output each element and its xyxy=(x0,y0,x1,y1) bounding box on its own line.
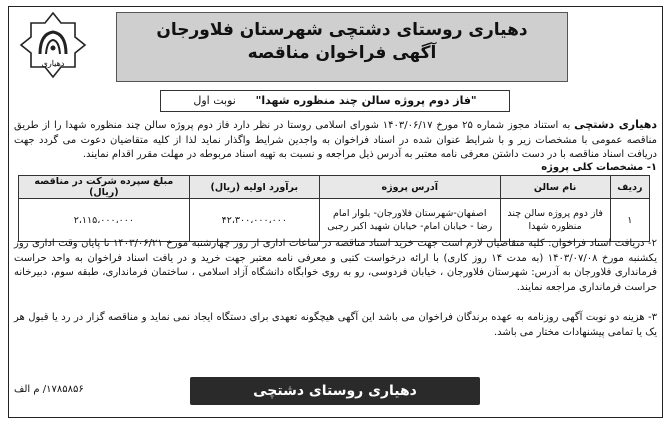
ad-type-title: آگهی فراخوان مناقصه xyxy=(247,43,437,63)
ad-header xyxy=(116,12,568,82)
deposit-amount: ۲،۱۱۵،۰۰۰،۰۰۰ xyxy=(19,199,190,242)
ad-code: ۱۷۸۵۸۵۶/ م الف xyxy=(14,384,84,395)
section-general-specs: ۱- مشخصات کلی پروژه xyxy=(541,162,657,173)
hall-name: فاز دوم پروژه سالن چند منظوره شهدا xyxy=(500,199,610,242)
village-council-logo xyxy=(18,10,88,80)
advertising-cost-paragraph: ۳- هزینه دو نوبت آگهی روزنامه به عهده برندگان فراخوان می باشد این آگهی هیچگونه تعهدی برای دستگاه ایجاد نمی نماید و مناقصه گزار در رد یا قبول هر یک یا تمامی پیشنهادات مختار می باشد. xyxy=(14,312,657,338)
row-number: ۱ xyxy=(610,199,649,242)
table-header-row xyxy=(19,176,650,199)
logo-emblem-icon xyxy=(18,10,88,80)
table-row xyxy=(19,199,650,242)
project-address: اصفهان-شهرستان فلاورجان- بلوار امام رضا - خیابان امام- خیابان شهید اکبر رجبی xyxy=(319,199,500,242)
col-address-header: آدرس پروژه xyxy=(319,176,500,199)
col-row-header: ردیف xyxy=(610,176,649,199)
footer-signature: دهیاری روستای دشتچی xyxy=(190,377,480,405)
intro-organization: دهیاری دشتچی xyxy=(574,118,658,131)
organization-title: دهیاری روستای دشتچی شهرستان فلاورجان xyxy=(156,20,528,40)
document-receipt-paragraph: ۲- دریافت اسناد فراخوان: کلیه متقاضیان لازم است جهت خرید اسناد مناقصه در ساعات اداری از روز چهارشنبه مورخ ۱۴۰۳/۰۶/۲۱ تا پایان وقت اداری روز یکشنبه مورخ ۱۴۰۳/۰۷/۰۸ (به مدت ۱۴ روز کاری) با ارائه درخواست کتبی و معرفی نامه معتبر جهت خرید و در یافت اسناد فراخوان به واحد حراست فرمانداری فلاورجان به آدرس: شهرستان فلاورجان ، خیابان فردوسی، رو به روی خوابگاه دانشگاه آزاد اسلامی ، ساختمان فرمانداری، طبقه سوم، دبیرخانه حراست فرمانداری مراجعه نمایند. xyxy=(14,238,658,293)
project-subject-box xyxy=(160,90,510,112)
logo-caption: دهیاری xyxy=(41,59,65,68)
initial-estimate: ۴۲،۳۰۰،۰۰۰،۰۰۰ xyxy=(189,199,319,242)
col-name-header: نام سالن xyxy=(500,176,610,199)
col-deposit-header: مبلغ سپرده شرکت در مناقصه (ریال) xyxy=(19,176,190,199)
col-estimate-header: برآورد اولیه (ریال) xyxy=(189,176,319,199)
intro-paragraph xyxy=(14,118,657,163)
project-title: "فاز دوم پروژه سالن چند منظوره شهدا" xyxy=(255,94,477,107)
publication-round: نوبت اول xyxy=(193,94,236,107)
project-specs-table xyxy=(18,175,650,242)
intro-text: به استناد مجوز شماره ۲۵ مورخ ۱۴۰۳/۰۶/۱۷ شورای اسلامی روستا در نظر دارد فاز دوم پروژه سالن چند منظوره شهدا را از طریق مناقصه عمومی با مشخصات زیر و با شرایط عنوان شده در اسناد فراخوان به واجدین شرایط واگذار نماید لذا از کلیه متقاضیان دعوت می گردد جهت دریافت اسناد مناقصه با در دست داشتن معرفی نامه معتبر به آدرس ذیل مراجعه و نسبت به تهیه اسناد مربوطه در مهلت مقرر اقدام نمایند. xyxy=(14,120,657,161)
